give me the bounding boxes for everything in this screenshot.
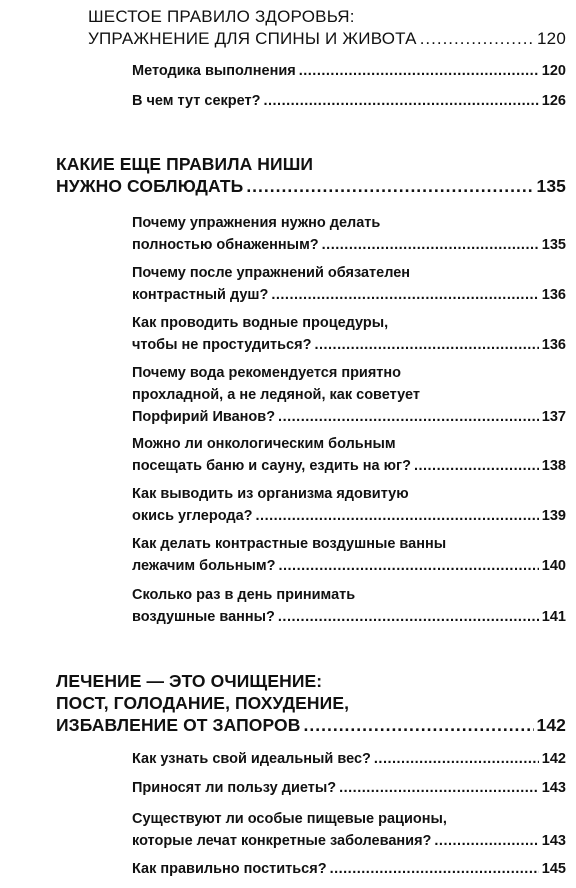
toc-item: В чем тут секрет? ..... 126 xyxy=(132,90,566,112)
toc-item: Как правильно поститься? ..... 145 xyxy=(132,858,566,880)
toc-item: Приносят ли пользу диеты? ..... 143 xyxy=(132,777,566,799)
toc-item: Как делать контрастные воздушные ванны лежачим больным? ..... 140 xyxy=(132,533,566,577)
page-number: 142 xyxy=(541,751,566,767)
page-number: 143 xyxy=(541,833,566,849)
toc-item: Как выводить из организма ядовитую окись углерода? ..... 139 xyxy=(132,483,566,527)
page-number: 142 xyxy=(536,715,566,735)
page-number: 120 xyxy=(537,29,566,48)
page-number: 135 xyxy=(536,176,566,196)
toc-section-cleansing: ЛЕЧЕНИЕ — ЭТО ОЧИЩЕНИЕ: ПОСТ, ГОЛОДАНИЕ, ПОХУДЕНИЕ, ИЗБАВЛЕНИЕ ОТ ЗАПОРОВ ..... 142 xyxy=(56,670,566,736)
page-number: 145 xyxy=(541,861,566,877)
page-number: 143 xyxy=(541,780,566,796)
page-number: 126 xyxy=(541,93,566,109)
toc-item: Почему после упражнений обязателен контрастный душ? ..... 136 xyxy=(132,262,566,306)
toc-chapter-6-title: ШЕСТОЕ ПРАВИЛО ЗДОРОВЬЯ: xyxy=(88,7,355,26)
page-number: 139 xyxy=(541,508,566,524)
toc-chapter-6-entry: УПРАЖНЕНИЕ ДЛЯ СПИНЫ И ЖИВОТА ..... 120 xyxy=(88,28,566,50)
toc-item: Методика выполнения ..... 120 xyxy=(132,60,566,82)
page-number: 136 xyxy=(541,337,566,353)
toc-item: Как узнать свой идеальный вес? ..... 142 xyxy=(132,748,566,770)
page-number: 136 xyxy=(541,287,566,303)
page-number: 138 xyxy=(541,458,566,474)
page-number: 135 xyxy=(541,237,566,253)
toc-item: Можно ли онкологическим больным посещать баню и сауну, ездить на юг? ..... 138 xyxy=(132,433,566,477)
page-number: 120 xyxy=(541,63,566,79)
page-number: 137 xyxy=(541,409,566,425)
toc-item: Почему вода рекомендуется приятно прохладной, а не ледяной, как советует Порфирий Иванов? ..... 137 xyxy=(132,362,566,428)
page-number: 141 xyxy=(541,609,566,625)
toc-section-rules: КАКИЕ ЕЩЕ ПРАВИЛА НИШИ НУЖНО СОБЛЮДАТЬ ..... 135 xyxy=(56,153,566,197)
page-number: 140 xyxy=(541,558,566,574)
toc-chapter-6 xyxy=(88,6,566,50)
toc-item: Почему упражнения нужно делать полностью обнаженным? ..... 135 xyxy=(132,212,566,256)
toc-item: Сколько раз в день принимать воздушные ванны? ..... 141 xyxy=(132,584,566,628)
toc-item: Как проводить водные процедуры, чтобы не простудиться? ..... 136 xyxy=(132,312,566,356)
toc-item: Существуют ли особые пищевые рационы, которые лечат конкретные заболевания? ..... 143 xyxy=(132,808,566,852)
